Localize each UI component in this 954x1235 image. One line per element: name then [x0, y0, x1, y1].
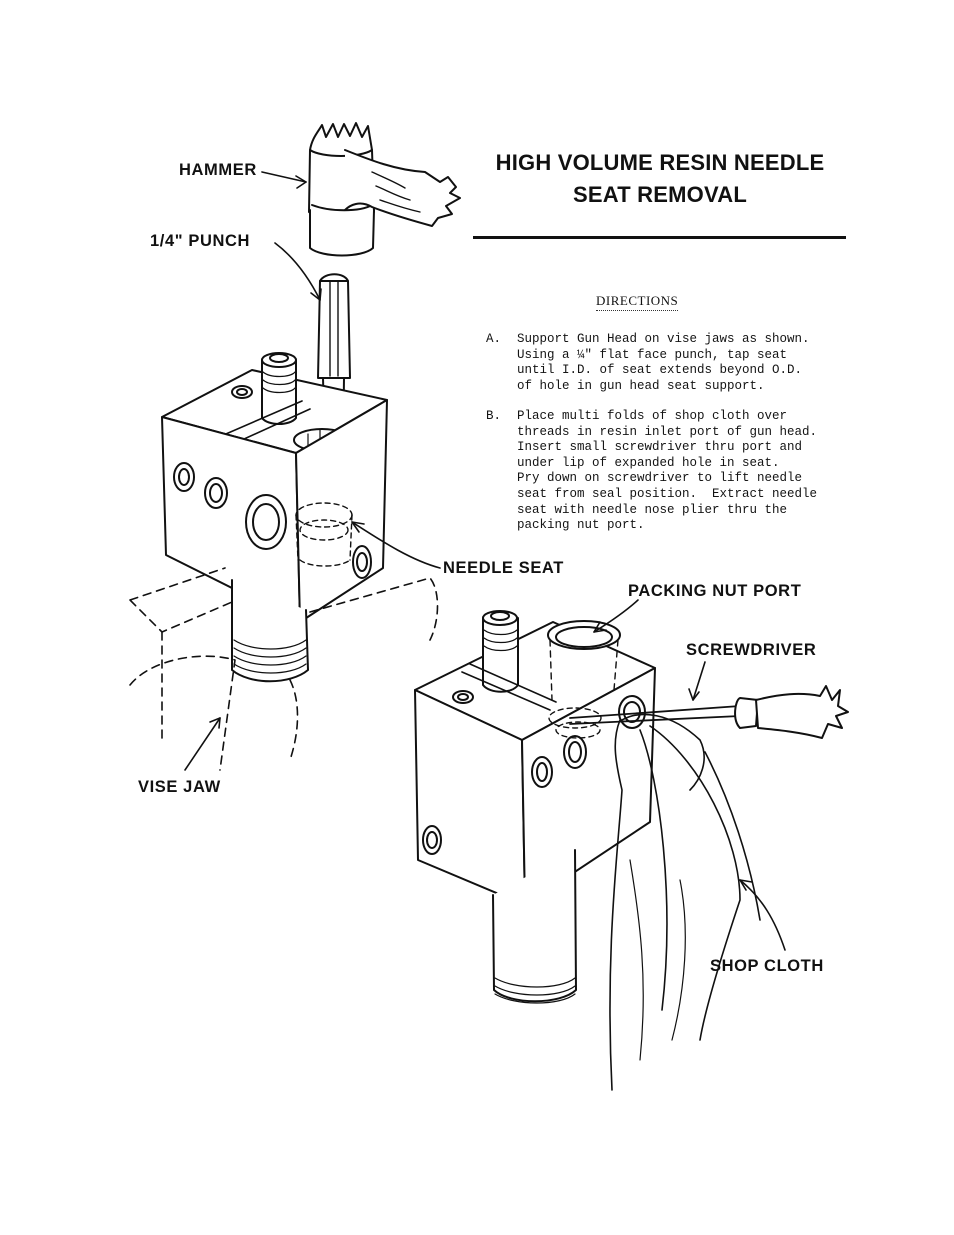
label-vise-jaw: VISE JAW: [138, 778, 221, 796]
gun-head-left: [130, 353, 438, 770]
direction-step-b: [486, 409, 831, 533]
label-hammer: HAMMER: [179, 161, 257, 179]
diagram-title-line2: SEAT REMOVAL: [573, 182, 747, 207]
step-b-text: Place multi folds of shop cloth over threads in resin inlet port of gun head. Insert small screwdriver thru port and under lip of expanded hole in seat. Pry down on screwdriver to lift needle seat from seal position. Extract needle seat with needle nose plier thru the packing nut port.: [517, 409, 818, 533]
label-packing-nut-port: PACKING NUT PORT: [628, 582, 802, 600]
step-a-text: Support Gun Head on vise jaws as shown. Using a ¼" flat face punch, tap seat until I.D. of seat extends beyond O.D. of hole in gun head seat support.: [517, 332, 810, 393]
step-a-letter: A.: [486, 332, 502, 346]
label-punch: 1/4" PUNCH: [150, 232, 251, 250]
directions-heading: DIRECTIONS: [596, 293, 678, 311]
title-divider: [473, 236, 846, 239]
step-b-letter: B.: [486, 409, 502, 423]
gun-head-right: [415, 611, 848, 1090]
label-needle-seat: NEEDLE SEAT: [443, 559, 564, 577]
diagram-title-line1: HIGH VOLUME RESIN NEEDLE: [495, 150, 825, 175]
direction-step-a: [486, 332, 831, 393]
hammer-drawing: [309, 123, 460, 256]
label-shop-cloth: SHOP CLOTH: [710, 957, 824, 975]
label-screwdriver: SCREWDRIVER: [686, 641, 817, 659]
